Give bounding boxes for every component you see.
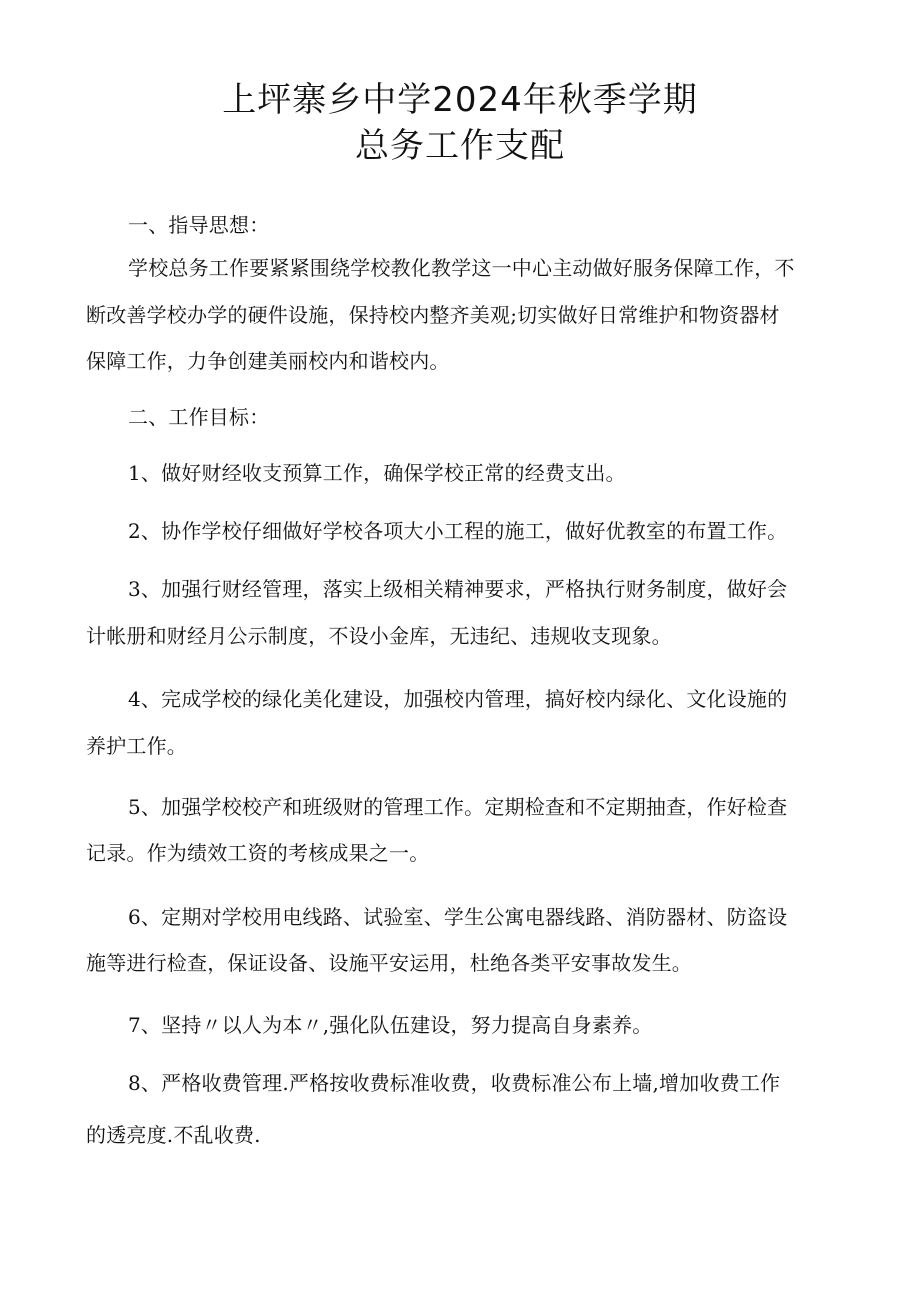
goal-4-line-2: 养护工作。 <box>86 734 187 758</box>
guiding-paragraph-line-2: 断改善学校办学的硬件设施，保持校内整齐美观;切实做好日常维护和物资器材 <box>86 303 780 327</box>
goal-5-line-2: 记录。作为绩效工资的考核成果之一。 <box>86 841 430 865</box>
goal-3-line-1: 3、加强行财经管理，落实上级相关精神要求，严格执行财务制度，做好会 <box>128 577 788 601</box>
guiding-paragraph-line-3: 保障工作，力争创建美丽校内和谐校内。 <box>86 349 450 373</box>
guiding-paragraph-line-1: 学校总务工作要紧紧围绕学校教化教学这一中心主动做好服务保障工作，不 <box>128 256 795 280</box>
goal-6-line-1: 6、定期对学校用电线路、试验室、学生公寓电器线路、消防器材、防盗设 <box>128 905 788 929</box>
document-title-line-2: 总务工作支配 <box>355 126 565 166</box>
goal-8-line-2: 的透亮度.不乱收费. <box>86 1123 261 1147</box>
goal-7-line-1: 7、坚持〃以人为本〃,强化队伍建设，努力提高自身素养。 <box>128 1013 653 1037</box>
goal-2-line-1: 2、协作学校仔细做好学校各项大小工程的施工，做好优教室的布置工作。 <box>128 519 788 543</box>
document-title-line-1: 上坪寨乡中学2024年秋季学期 <box>222 80 698 120</box>
goal-5-line-1: 5、加强学校校产和班级财的管理工作。定期检查和不定期抽查，作好检查 <box>128 795 788 819</box>
goal-3-line-2: 计帐册和财经月公示制度，不设小金库，无违纪、违规收支现象。 <box>86 624 672 648</box>
goal-6-line-2: 施等进行检查，保证设备、设施平安运用，杜绝各类平安事故发生。 <box>86 951 692 975</box>
section-heading-work-goals: 二、工作目标： <box>128 405 270 429</box>
goal-4-line-1: 4、完成学校的绿化美化建设，加强校内管理，搞好校内绿化、文化设施的 <box>128 687 788 711</box>
goal-8-line-1: 8、严格收费管理.严格按收费标准收费，收费标准公布上墙,增加收费工作 <box>128 1071 781 1095</box>
goal-1-line-1: 1、做好财经收支预算工作，确保学校正常的经费支出。 <box>128 461 626 485</box>
section-heading-guiding-ideology: 一、指导思想： <box>128 213 270 237</box>
